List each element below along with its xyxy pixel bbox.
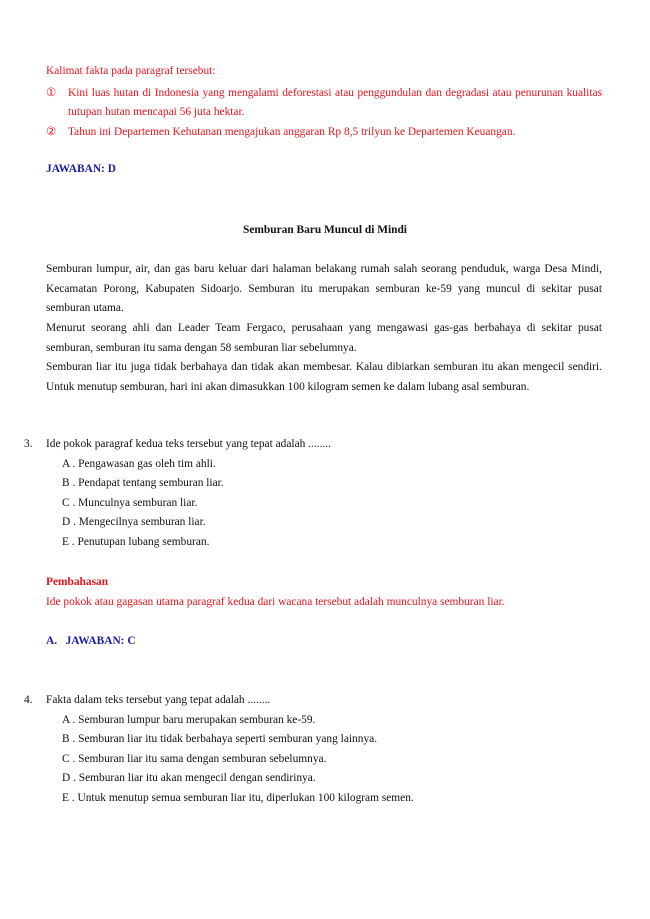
q3-option-e: E . Penutupan lubang semburan. (62, 536, 210, 548)
q4-option-e: E . Untuk menutup semua semburan liar itu, diperlukan 100 kilogram semen. (62, 792, 414, 804)
question-3-answer: A. JAWABAN: C (46, 635, 136, 647)
question-text: Ide pokok paragraf kedua teks tersebut yang tepat adalah ........ (46, 438, 331, 450)
article-paragraph-3: Semburan liar itu juga tidak berbahaya dan tidak akan membesar. Kalau dibiarkan semburan itu akan mengecil sendiri. Untuk menutup semburan, hari ini akan dimasukkan 100 kilogram semen ke dalam lubang asal semburan. (46, 361, 602, 393)
q4-option-d: D . Semburan liar itu akan mengecil dengan sendirinya. (62, 772, 316, 784)
q3-option-c: C . Munculnya semburan liar. (62, 497, 198, 509)
question-number: 3. (24, 438, 33, 450)
circled-two-marker: ② (46, 126, 57, 138)
facts-heading: Kalimat fakta pada paragraf tersebut: (46, 65, 216, 77)
article-paragraph-2: Menurut seorang ahli dan Leader Team Fergaco, perusahaan yang mengawasi gas-gas berbahaya di sekitar pusat semburan, semburan itu sama dengan 58 semburan liar sebelumnya. (46, 322, 602, 354)
q3-option-a: A . Pengawasan gas oleh tim ahli. (62, 458, 216, 470)
fact-item-1 (46, 84, 602, 122)
q4-option-a: A . Semburan lumpur baru merupakan semburan ke-59. (62, 714, 316, 726)
circled-one-marker: ① (46, 87, 57, 99)
discussion-text: Ide pokok atau gagasan utama paragraf kedua dari wacana tersebut adalah munculnya semburan liar. (46, 596, 505, 608)
q4-option-c: C . Semburan liar itu sama dengan semburan sebelumnya. (62, 753, 327, 765)
fact-item-text: Kini luas hutan di Indonesia yang mengalami deforestasi atau penggundulan dan degradasi atau penurunan kualitas tutupan hutan mencapai 56 juta hektar. (68, 87, 602, 118)
discussion-heading: Pembahasan (46, 576, 109, 588)
q3-option-d: D . Mengecilnya semburan liar. (62, 516, 206, 528)
q4-option-b: B . Semburan liar itu tidak berbahaya seperti semburan yang lainnya. (62, 733, 378, 745)
fact-item-text: Tahun ini Departemen Kehutanan mengajukan anggaran Rp 8,5 trilyun ke Departemen Keuangan. (68, 126, 516, 138)
fact-item-2 (46, 123, 602, 142)
question-text: Fakta dalam teks tersebut yang tepat adalah ........ (46, 694, 271, 706)
article-paragraph-1: Semburan lumpur, air, dan gas baru keluar dari halaman belakang rumah salah seorang penduduk, warga Desa Mindi, Kecamatan Porong, Kabupaten Sidoarjo. Semburan itu merupakan semburan ke-59 yang muncul di sekitar pusat semburan utama. (46, 263, 602, 315)
q3-option-b: B . Pendapat tentang semburan liar. (62, 477, 224, 489)
article-title: Semburan Baru Muncul di Mindi (243, 224, 407, 236)
facts-answer: JAWABAN: D (46, 163, 116, 175)
question-number: 4. (24, 694, 33, 706)
